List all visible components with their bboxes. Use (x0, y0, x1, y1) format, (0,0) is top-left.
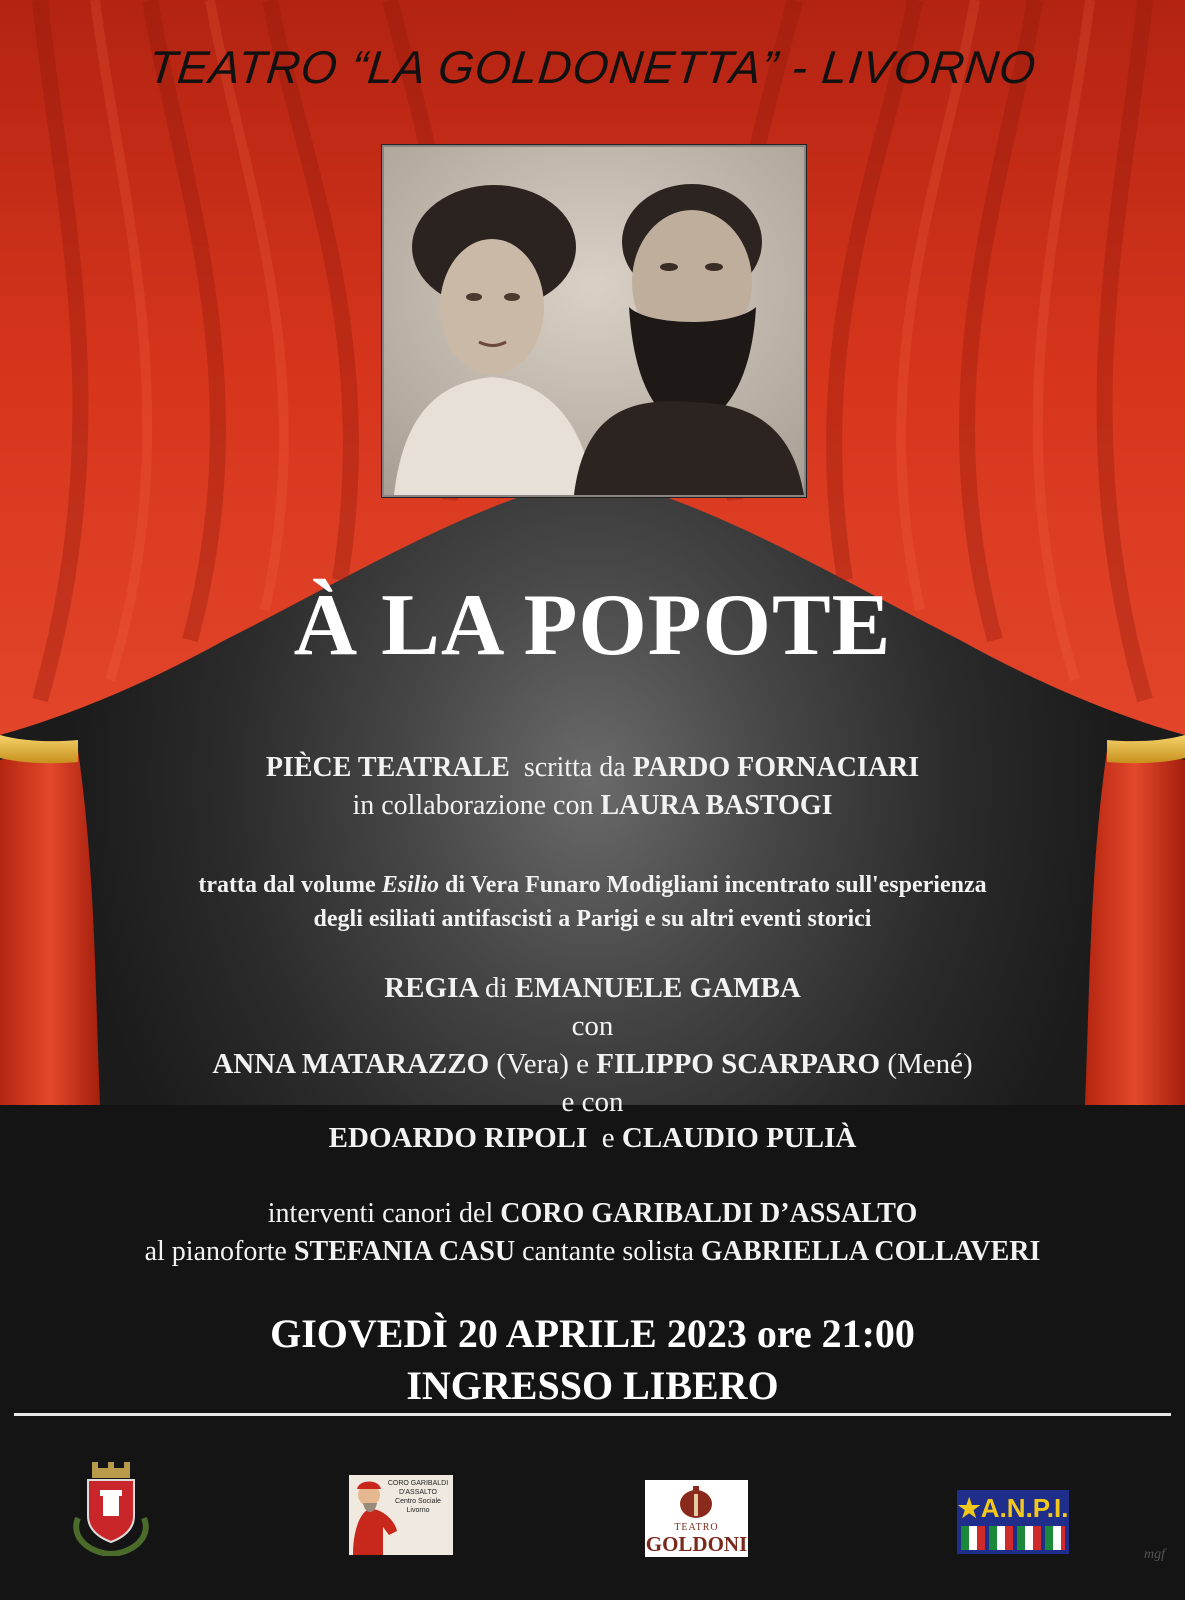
anpi-logo (957, 1490, 1069, 1554)
source-description: di Vera Funaro Modigliani incentrato sull'esperienza (445, 872, 987, 898)
director-name: EMANUELE GAMBA (514, 972, 801, 1004)
lead-actors-line (0, 1048, 1185, 1081)
choir-label: interventi canori del (267, 1198, 494, 1229)
coro-logo-text: CORO GARIBALDI D'ASSALTO Centro Sociale Livorno (387, 1480, 449, 1514)
actor-name: FILIPPO SCARPARO (596, 1048, 881, 1080)
music-line-1 (0, 1198, 1185, 1230)
show-title: À LA POPOTE (293, 577, 892, 674)
soloist-name: GABRIELLA COLLAVERI (700, 1236, 1041, 1267)
anpi-text: ★A.N.P.I. (957, 1493, 1069, 1523)
soloist-label: cantante solista (522, 1236, 694, 1267)
goldoni-small-text: TEATRO (674, 1522, 719, 1533)
italian-flags-icon (957, 1490, 1069, 1554)
coro-garibaldi-logo (349, 1475, 453, 1555)
pianist-label: al pianoforte (144, 1236, 287, 1267)
credits-line-2 (0, 790, 1185, 822)
cast-with: con (571, 1010, 614, 1042)
designer-signature: mgf (1144, 1547, 1165, 1562)
source-line-1 (0, 872, 1185, 899)
director-label: REGIA (384, 972, 478, 1004)
collaborator-name: LAURA BASTOGI (600, 790, 833, 821)
venue-heading: TEATRO “LA GOLDONETTA” - LIVORNO (146, 41, 1039, 93)
comune-livorno-crest-icon (70, 1458, 152, 1556)
goldoni-big-text: GOLDONI (645, 1532, 748, 1556)
director-of: di (484, 972, 508, 1004)
conjunction: e (576, 1048, 589, 1080)
pianist-name: STEFANIA CASU (293, 1236, 516, 1267)
written-by-label: scritta da (523, 752, 626, 783)
cast-and-with: e con (561, 1086, 624, 1118)
collaboration-label: in collaborazione con (352, 790, 594, 821)
actor-name: EDOARDO RIPOLI (328, 1122, 588, 1154)
divider (14, 1413, 1171, 1416)
supporting-actors-line (0, 1122, 1185, 1155)
music-line-2 (0, 1236, 1185, 1268)
actor-name: CLAUDIO PULIÀ (621, 1122, 857, 1154)
actor-role: (Vera) (496, 1048, 569, 1080)
photo-portrait (384, 147, 804, 495)
conjunction: e (601, 1122, 615, 1154)
source-intro: tratta dal volume (198, 872, 376, 898)
actor-role: (Mené) (887, 1048, 973, 1080)
historical-photo (382, 145, 806, 497)
free-entry: INGRESSO LIBERO (406, 1363, 779, 1408)
genre-label: PIÈCE TEATRALE (265, 752, 510, 783)
author-name: PARDO FORNACIARI (632, 752, 920, 783)
book-title: Esilio (381, 872, 440, 898)
teatro-goldoni-logo (645, 1480, 748, 1557)
event-date: GIOVEDÌ 20 APRILE 2023 ore 21:00 (270, 1311, 915, 1356)
source-line-2: degli esiliati antifascisti a Parigi e su altri eventi storici (313, 906, 872, 932)
credits-line-1 (0, 752, 1185, 784)
choir-name: CORO GARIBALDI D’ASSALTO (500, 1198, 918, 1229)
director-line (0, 972, 1185, 1005)
actor-name: ANNA MATARAZZO (212, 1048, 490, 1080)
